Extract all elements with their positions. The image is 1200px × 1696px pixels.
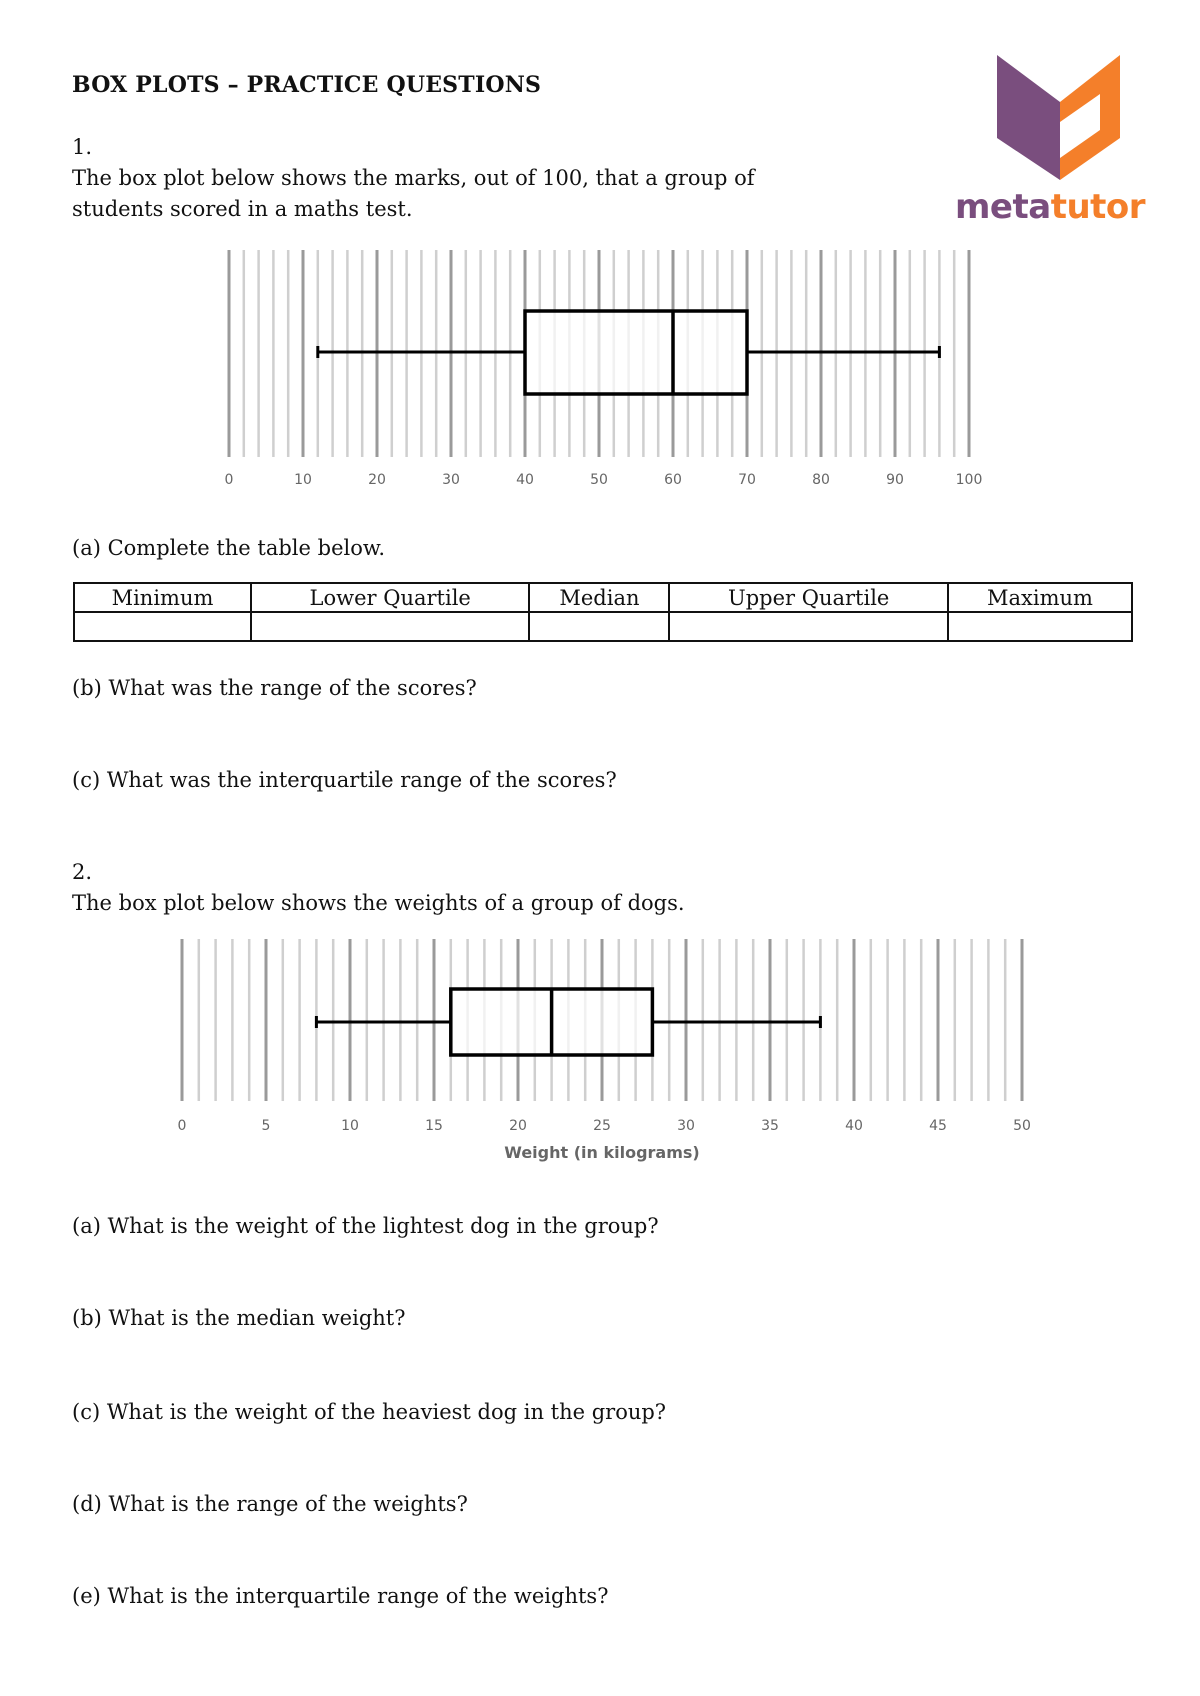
- x-axis-label: Weight (in kilograms): [504, 1143, 700, 1162]
- page-title: BOX PLOTS – PRACTICE QUESTIONS: [72, 72, 542, 98]
- table-answer-row: [74, 612, 1132, 641]
- tick-label: 25: [593, 1118, 611, 1134]
- header-upper-quartile: Upper Quartile: [669, 583, 947, 612]
- q2-part-d: (d) What is the range of the weights?: [72, 1492, 468, 1516]
- box-plot-marks: [160, 935, 1040, 1175]
- answer-cell-maximum[interactable]: [948, 612, 1132, 641]
- q2-part-c: (c) What is the weight of the heaviest dog in the group?: [72, 1400, 667, 1424]
- tick-label: 10: [294, 472, 312, 488]
- q1-intro-line1: The box plot below shows the marks, out of 100, that a group of: [72, 166, 755, 190]
- answer-cell-median[interactable]: [529, 612, 669, 641]
- tick-label: 30: [442, 472, 460, 488]
- tick-label: 60: [664, 472, 682, 488]
- header-minimum: Minimum: [74, 583, 251, 612]
- table-header-row: [74, 583, 1132, 612]
- tick-label: 100: [955, 472, 983, 488]
- q1-part-b: (b) What was the range of the scores?: [72, 676, 477, 700]
- tick-label: 40: [845, 1118, 863, 1134]
- q1-part-c: (c) What was the interquartile range of the scores?: [72, 768, 617, 792]
- tick-label: 50: [1013, 1118, 1031, 1134]
- q2-intro: The box plot below shows the weights of a group of dogs.: [72, 891, 685, 915]
- tick-label: 70: [738, 472, 756, 488]
- q2-part-a: (a) What is the weight of the lightest dog in the group?: [72, 1214, 659, 1238]
- header-median: Median: [529, 583, 669, 612]
- q2-part-b: (b) What is the median weight?: [72, 1306, 406, 1330]
- answer-cell-lower-quartile[interactable]: [251, 612, 529, 641]
- tick-label: 0: [177, 1118, 187, 1134]
- tick-label: 80: [812, 472, 830, 488]
- q1-intro-line2: students scored in a maths test.: [72, 197, 413, 221]
- answer-cell-upper-quartile[interactable]: [669, 612, 947, 641]
- box-iqr: [525, 311, 747, 394]
- answer-table: [73, 582, 1133, 642]
- tick-label: 20: [368, 472, 386, 488]
- tick-label: 15: [425, 1118, 443, 1134]
- answer-cell-minimum[interactable]: [74, 612, 251, 641]
- q1-part-a: (a) Complete the table below.: [72, 536, 386, 560]
- q1-number: 1.: [72, 135, 93, 159]
- tick-label: 10: [341, 1118, 359, 1134]
- tick-label: 40: [516, 472, 534, 488]
- tick-label: 20: [509, 1118, 527, 1134]
- tick-label: 45: [929, 1118, 947, 1134]
- tick-label: 0: [224, 472, 234, 488]
- box-plot-marks: [200, 245, 1000, 490]
- metatutor-logo: [955, 50, 1155, 235]
- header-maximum: Maximum: [948, 583, 1132, 612]
- q2-part-e: (e) What is the interquartile range of the weights?: [72, 1584, 609, 1608]
- tick-label: 50: [590, 472, 608, 488]
- tick-label: 35: [761, 1118, 779, 1134]
- logo-mark-icon: [955, 50, 1155, 185]
- header-lower-quartile: Lower Quartile: [251, 583, 529, 612]
- q2-number: 2.: [72, 860, 93, 884]
- tick-label: 30: [677, 1118, 695, 1134]
- tick-label: 90: [886, 472, 904, 488]
- tick-label: 5: [261, 1118, 271, 1134]
- logo-wordmark: metatutor: [955, 187, 1146, 227]
